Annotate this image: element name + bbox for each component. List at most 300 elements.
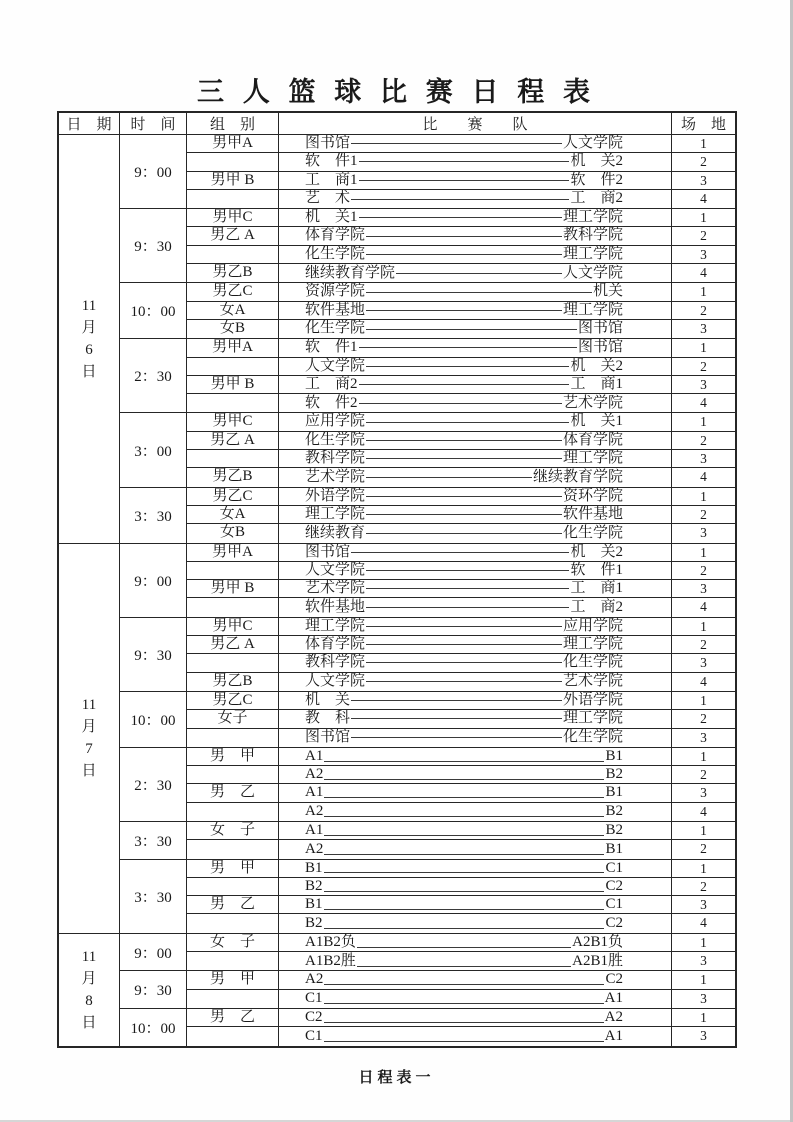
team2: B2 bbox=[605, 766, 623, 783]
match-connector-line bbox=[351, 718, 562, 719]
team2: 理工学院 bbox=[562, 209, 623, 226]
match-row bbox=[187, 580, 735, 598]
time-cell: 3：30 bbox=[120, 860, 187, 933]
table-header-row bbox=[59, 113, 735, 135]
group-cell: 男甲 B bbox=[187, 172, 279, 189]
match-row bbox=[187, 840, 735, 858]
date-line: 11 bbox=[81, 297, 97, 314]
time-block bbox=[120, 748, 735, 822]
match-row bbox=[187, 654, 735, 672]
match-cell bbox=[279, 394, 672, 412]
match-cell bbox=[279, 971, 672, 988]
day-section bbox=[59, 934, 735, 1046]
team2: 图书馆 bbox=[577, 320, 623, 337]
date-line: 日 bbox=[81, 363, 97, 380]
venue-cell: 1 bbox=[700, 488, 707, 504]
match-connector-line bbox=[324, 891, 605, 892]
match-connector-line bbox=[324, 816, 604, 817]
match-cell bbox=[279, 450, 672, 467]
venue-cell: 3 bbox=[700, 451, 707, 467]
team1: 软件基地 bbox=[305, 301, 366, 318]
match-connector-line bbox=[351, 700, 562, 701]
match-connector-line bbox=[359, 384, 570, 385]
team2: 化生学院 bbox=[562, 524, 623, 541]
match-connector-line bbox=[366, 236, 562, 237]
time-block bbox=[120, 283, 735, 339]
team1: A1 bbox=[305, 821, 324, 838]
team1: C1 bbox=[305, 1027, 323, 1044]
date-line: 7 bbox=[85, 741, 93, 758]
team1: 软 件1 bbox=[305, 339, 358, 356]
time-cell: 9：30 bbox=[120, 618, 187, 691]
match-row bbox=[187, 1009, 735, 1027]
match-connector-line bbox=[359, 403, 562, 404]
time-cell: 3：00 bbox=[120, 413, 187, 486]
match-cell bbox=[279, 153, 672, 170]
match-connector-line bbox=[366, 477, 532, 478]
team1: A1 bbox=[305, 784, 324, 801]
date-cell bbox=[59, 135, 120, 543]
match-row bbox=[187, 544, 735, 562]
time-cell: 10：00 bbox=[120, 1009, 187, 1046]
time-cell: 9：00 bbox=[120, 135, 187, 208]
match-connector-line bbox=[324, 797, 604, 798]
column-header-group: 组 别 bbox=[187, 113, 279, 134]
group-cell bbox=[187, 766, 279, 783]
team1: B2 bbox=[305, 914, 323, 931]
match-cell bbox=[279, 952, 672, 970]
match-cell bbox=[279, 264, 672, 282]
match-connector-line bbox=[366, 514, 562, 515]
group-cell bbox=[187, 914, 279, 932]
group-cell: 男 甲 bbox=[187, 748, 279, 765]
venue-cell: 1 bbox=[700, 618, 707, 634]
match-cell bbox=[279, 692, 672, 709]
match-row bbox=[187, 822, 735, 840]
block-rows bbox=[187, 413, 735, 486]
venue-cell: 2 bbox=[700, 358, 707, 374]
match-connector-line bbox=[359, 347, 577, 348]
group-cell: 女A bbox=[187, 302, 279, 319]
group-cell bbox=[187, 878, 279, 895]
block-rows bbox=[187, 135, 735, 208]
match-connector-line bbox=[366, 254, 562, 255]
group-cell: 男甲 B bbox=[187, 580, 279, 597]
venue-cell: 4 bbox=[700, 469, 707, 485]
match-row bbox=[187, 246, 735, 264]
venue-cell: 2 bbox=[700, 432, 707, 448]
match-row bbox=[187, 524, 735, 542]
group-cell: 男甲A bbox=[187, 135, 279, 152]
time-block bbox=[120, 822, 735, 860]
match-connector-line bbox=[324, 779, 604, 780]
group-cell bbox=[187, 450, 279, 467]
group-cell bbox=[187, 562, 279, 579]
team1: 外语学院 bbox=[305, 487, 366, 504]
page-title: 三 人 篮 球 比 赛 日 程 表 bbox=[197, 77, 596, 107]
match-connector-line bbox=[366, 440, 562, 441]
match-connector-line bbox=[366, 681, 562, 682]
match-cell bbox=[279, 488, 672, 505]
block-rows bbox=[187, 971, 735, 1008]
match-row bbox=[187, 952, 735, 970]
team1: 图书馆 bbox=[305, 135, 351, 151]
match-cell bbox=[279, 990, 672, 1008]
match-row bbox=[187, 172, 735, 190]
group-cell: 男乙 A bbox=[187, 432, 279, 449]
match-cell bbox=[279, 339, 672, 356]
team1: 理工学院 bbox=[305, 505, 366, 522]
venue-cell: 1 bbox=[700, 860, 707, 876]
team1: B1 bbox=[305, 859, 323, 876]
team1: 工 商1 bbox=[305, 171, 358, 188]
match-cell bbox=[279, 432, 672, 449]
team1: 应用学院 bbox=[305, 413, 366, 430]
match-cell bbox=[279, 860, 672, 877]
match-connector-line bbox=[324, 761, 604, 762]
time-cell: 3：30 bbox=[120, 488, 187, 543]
group-cell: 男乙 A bbox=[187, 227, 279, 244]
group-cell: 男甲C bbox=[187, 413, 279, 430]
venue-cell: 1 bbox=[700, 748, 707, 764]
group-cell: 男 乙 bbox=[187, 896, 279, 913]
match-cell bbox=[279, 376, 672, 393]
match-row bbox=[187, 190, 735, 208]
group-cell bbox=[187, 654, 279, 671]
team2: C2 bbox=[605, 971, 623, 988]
schedule-days bbox=[59, 135, 735, 1046]
group-cell: 男乙B bbox=[187, 468, 279, 486]
team1: A2 bbox=[305, 840, 324, 857]
team2: 工 商2 bbox=[570, 598, 623, 615]
team2: 工 商2 bbox=[570, 190, 623, 207]
team2: C1 bbox=[605, 896, 623, 913]
match-cell bbox=[279, 618, 672, 635]
match-cell bbox=[279, 710, 672, 727]
match-connector-line bbox=[396, 273, 562, 274]
match-connector-line bbox=[357, 966, 571, 967]
team1: 继续教育 bbox=[305, 524, 366, 541]
team1: 继续教育学院 bbox=[305, 264, 396, 281]
time-cell: 2：30 bbox=[120, 339, 187, 412]
date-line: 月 bbox=[81, 319, 97, 336]
group-cell: 女A bbox=[187, 506, 279, 523]
match-connector-line bbox=[359, 161, 570, 162]
match-cell bbox=[279, 227, 672, 244]
date-line: 日 bbox=[81, 1014, 97, 1031]
venue-cell: 2 bbox=[700, 637, 707, 653]
venue-cell: 3 bbox=[700, 953, 707, 969]
match-row bbox=[187, 971, 735, 989]
group-cell bbox=[187, 952, 279, 970]
group-cell: 男 甲 bbox=[187, 860, 279, 877]
match-row bbox=[187, 320, 735, 338]
venue-cell: 3 bbox=[700, 990, 707, 1006]
venue-cell: 2 bbox=[700, 711, 707, 727]
group-cell bbox=[187, 598, 279, 616]
team2: A2 bbox=[604, 1008, 623, 1025]
column-header-date: 日 期 bbox=[59, 113, 120, 134]
match-row bbox=[187, 413, 735, 431]
time-cell: 10：00 bbox=[120, 692, 187, 747]
match-cell bbox=[279, 803, 672, 821]
match-cell bbox=[279, 598, 672, 616]
match-cell bbox=[279, 580, 672, 597]
block-rows bbox=[187, 618, 735, 691]
time-block bbox=[120, 488, 735, 543]
team2: 理工学院 bbox=[562, 245, 623, 262]
match-row bbox=[187, 710, 735, 728]
team2: 化生学院 bbox=[562, 729, 623, 745]
group-cell bbox=[187, 190, 279, 208]
team2: 理工学院 bbox=[562, 636, 623, 653]
group-cell: 男甲C bbox=[187, 618, 279, 635]
group-cell: 男乙C bbox=[187, 283, 279, 300]
team2: B1 bbox=[605, 784, 623, 801]
team1: B2 bbox=[305, 877, 323, 894]
date-line: 月 bbox=[81, 719, 97, 736]
match-row bbox=[187, 896, 735, 914]
match-row bbox=[187, 283, 735, 301]
team2: 软件基地 bbox=[562, 505, 623, 522]
match-cell bbox=[279, 673, 672, 691]
column-header-time: 时 间 bbox=[120, 113, 187, 134]
team1: 教科学院 bbox=[305, 450, 366, 467]
team2: 机关 bbox=[592, 283, 623, 300]
block-rows bbox=[187, 748, 735, 821]
time-cell: 10：00 bbox=[120, 283, 187, 338]
match-row bbox=[187, 673, 735, 691]
match-connector-line bbox=[366, 644, 562, 645]
time-block bbox=[120, 971, 735, 1009]
date-cell bbox=[59, 934, 120, 1046]
team2: 人文学院 bbox=[562, 264, 623, 281]
team2: C2 bbox=[605, 877, 623, 894]
team1: 化生学院 bbox=[305, 431, 366, 448]
team1: A1B2胜 bbox=[305, 952, 356, 969]
time-cell: 9：30 bbox=[120, 209, 187, 282]
match-connector-line bbox=[359, 180, 570, 181]
match-cell bbox=[279, 524, 672, 542]
group-cell bbox=[187, 1027, 279, 1045]
date-cell bbox=[59, 544, 120, 933]
group-cell: 女 子 bbox=[187, 934, 279, 951]
match-row bbox=[187, 135, 735, 153]
match-cell bbox=[279, 544, 672, 561]
match-connector-line bbox=[366, 496, 562, 497]
team1: 艺术学院 bbox=[305, 580, 366, 597]
team2: 继续教育学院 bbox=[532, 468, 623, 485]
team2: B1 bbox=[605, 747, 623, 764]
team1: A2 bbox=[305, 971, 324, 988]
match-row bbox=[187, 934, 735, 952]
team2: 理工学院 bbox=[562, 710, 623, 727]
match-row bbox=[187, 636, 735, 654]
match-row bbox=[187, 766, 735, 784]
venue-cell: 1 bbox=[700, 210, 707, 226]
match-connector-line bbox=[366, 607, 569, 608]
team1: 体育学院 bbox=[305, 636, 366, 653]
venue-cell: 4 bbox=[700, 599, 707, 615]
group-cell: 男乙 A bbox=[187, 636, 279, 653]
team1: 图书馆 bbox=[305, 543, 351, 560]
venue-cell: 2 bbox=[700, 302, 707, 318]
block-rows bbox=[187, 488, 735, 543]
team1: 理工学院 bbox=[305, 617, 366, 634]
team2: B2 bbox=[605, 803, 623, 820]
team2: A1 bbox=[604, 990, 623, 1007]
match-cell bbox=[279, 878, 672, 895]
match-connector-line bbox=[366, 458, 562, 459]
team2: 机 关2 bbox=[570, 543, 623, 560]
time-block bbox=[120, 135, 735, 209]
group-cell: 男乙C bbox=[187, 488, 279, 505]
group-cell: 男甲 B bbox=[187, 376, 279, 393]
group-cell: 女B bbox=[187, 524, 279, 542]
block-rows bbox=[187, 1009, 735, 1046]
venue-cell: 3 bbox=[700, 655, 707, 671]
venue-cell: 3 bbox=[700, 376, 707, 392]
match-row bbox=[187, 376, 735, 394]
team2: 理工学院 bbox=[562, 450, 623, 467]
group-cell: 男 乙 bbox=[187, 784, 279, 801]
match-cell bbox=[279, 822, 672, 839]
team1: 化生学院 bbox=[305, 245, 366, 262]
match-connector-line bbox=[366, 570, 569, 571]
team2: C1 bbox=[605, 859, 623, 876]
match-row bbox=[187, 209, 735, 227]
match-row bbox=[187, 1027, 735, 1045]
venue-cell: 1 bbox=[700, 414, 707, 430]
venue-cell: 1 bbox=[700, 692, 707, 708]
team1: A2 bbox=[305, 766, 324, 783]
match-connector-line bbox=[324, 984, 604, 985]
date-line: 8 bbox=[85, 992, 93, 1009]
match-cell bbox=[279, 784, 672, 801]
venue-cell: 1 bbox=[700, 934, 707, 950]
team2: 化生学院 bbox=[562, 654, 623, 671]
match-connector-line bbox=[351, 552, 569, 553]
team1: B1 bbox=[305, 896, 323, 913]
match-cell bbox=[279, 302, 672, 319]
block-rows bbox=[187, 283, 735, 338]
group-cell bbox=[187, 153, 279, 170]
team1: 教科学院 bbox=[305, 654, 366, 671]
venue-cell: 2 bbox=[700, 228, 707, 244]
group-cell: 男乙B bbox=[187, 673, 279, 691]
match-row bbox=[187, 358, 735, 376]
venue-cell: 4 bbox=[700, 673, 707, 689]
group-cell: 男 乙 bbox=[187, 1009, 279, 1026]
match-connector-line bbox=[366, 533, 562, 534]
group-cell: 男甲A bbox=[187, 544, 279, 561]
match-cell bbox=[279, 468, 672, 486]
match-row bbox=[187, 729, 735, 747]
team2: 软 件1 bbox=[570, 561, 623, 578]
venue-cell: 3 bbox=[700, 172, 707, 188]
team1: 软 件1 bbox=[305, 153, 358, 170]
team2: 图书馆 bbox=[577, 339, 623, 356]
venue-cell: 1 bbox=[700, 340, 707, 356]
date-line: 日 bbox=[81, 763, 97, 780]
block-rows bbox=[187, 822, 735, 859]
footer-caption: 日程表一 bbox=[358, 1070, 435, 1086]
date-line: 11 bbox=[81, 697, 97, 714]
match-row bbox=[187, 506, 735, 524]
match-row bbox=[187, 748, 735, 766]
team1: 人文学院 bbox=[305, 561, 366, 578]
venue-cell: 3 bbox=[700, 785, 707, 801]
venue-cell: 3 bbox=[700, 525, 707, 541]
team2: C2 bbox=[605, 914, 623, 931]
match-cell bbox=[279, 748, 672, 765]
venue-cell: 1 bbox=[700, 284, 707, 300]
block-rows bbox=[187, 209, 735, 282]
match-cell bbox=[279, 209, 672, 226]
match-row bbox=[187, 432, 735, 450]
time-block bbox=[120, 339, 735, 413]
match-connector-line bbox=[324, 835, 604, 836]
group-cell bbox=[187, 729, 279, 747]
match-cell bbox=[279, 636, 672, 653]
venue-cell: 4 bbox=[700, 803, 707, 819]
team1: 艺术学院 bbox=[305, 468, 366, 485]
match-row bbox=[187, 450, 735, 468]
match-cell bbox=[279, 840, 672, 858]
group-cell: 男甲C bbox=[187, 209, 279, 226]
venue-cell: 3 bbox=[700, 320, 707, 336]
venue-cell: 1 bbox=[700, 136, 707, 151]
team2: A2B1负 bbox=[572, 933, 623, 950]
time-cell: 9：00 bbox=[120, 544, 187, 617]
match-connector-line bbox=[366, 310, 562, 311]
block-rows bbox=[187, 934, 735, 971]
match-cell bbox=[279, 766, 672, 783]
day-blocks bbox=[120, 544, 735, 933]
group-cell bbox=[187, 803, 279, 821]
match-row bbox=[187, 562, 735, 580]
match-connector-line bbox=[366, 292, 592, 293]
team1: 图书馆 bbox=[305, 729, 351, 745]
match-row bbox=[187, 468, 735, 486]
match-row bbox=[187, 227, 735, 245]
venue-cell: 4 bbox=[700, 265, 707, 281]
match-cell bbox=[279, 190, 672, 208]
match-cell bbox=[279, 506, 672, 523]
team1: 资源学院 bbox=[305, 283, 366, 300]
match-cell bbox=[279, 729, 672, 747]
time-block bbox=[120, 934, 735, 972]
match-cell bbox=[279, 135, 672, 152]
venue-cell: 2 bbox=[700, 154, 707, 170]
match-cell bbox=[279, 246, 672, 263]
venue-cell: 4 bbox=[700, 190, 707, 206]
venue-cell: 3 bbox=[700, 1028, 707, 1044]
team2: 工 商1 bbox=[570, 580, 623, 597]
team1: 体育学院 bbox=[305, 227, 366, 244]
team1: 工 商2 bbox=[305, 375, 358, 392]
match-connector-line bbox=[324, 909, 605, 910]
team1: 教 科 bbox=[305, 710, 351, 727]
match-cell bbox=[279, 172, 672, 189]
team1: A1 bbox=[305, 747, 324, 764]
time-block bbox=[120, 692, 735, 748]
date-line: 11 bbox=[81, 948, 97, 965]
time-block bbox=[120, 209, 735, 283]
time-block bbox=[120, 618, 735, 692]
match-row bbox=[187, 784, 735, 802]
match-connector-line bbox=[366, 662, 562, 663]
